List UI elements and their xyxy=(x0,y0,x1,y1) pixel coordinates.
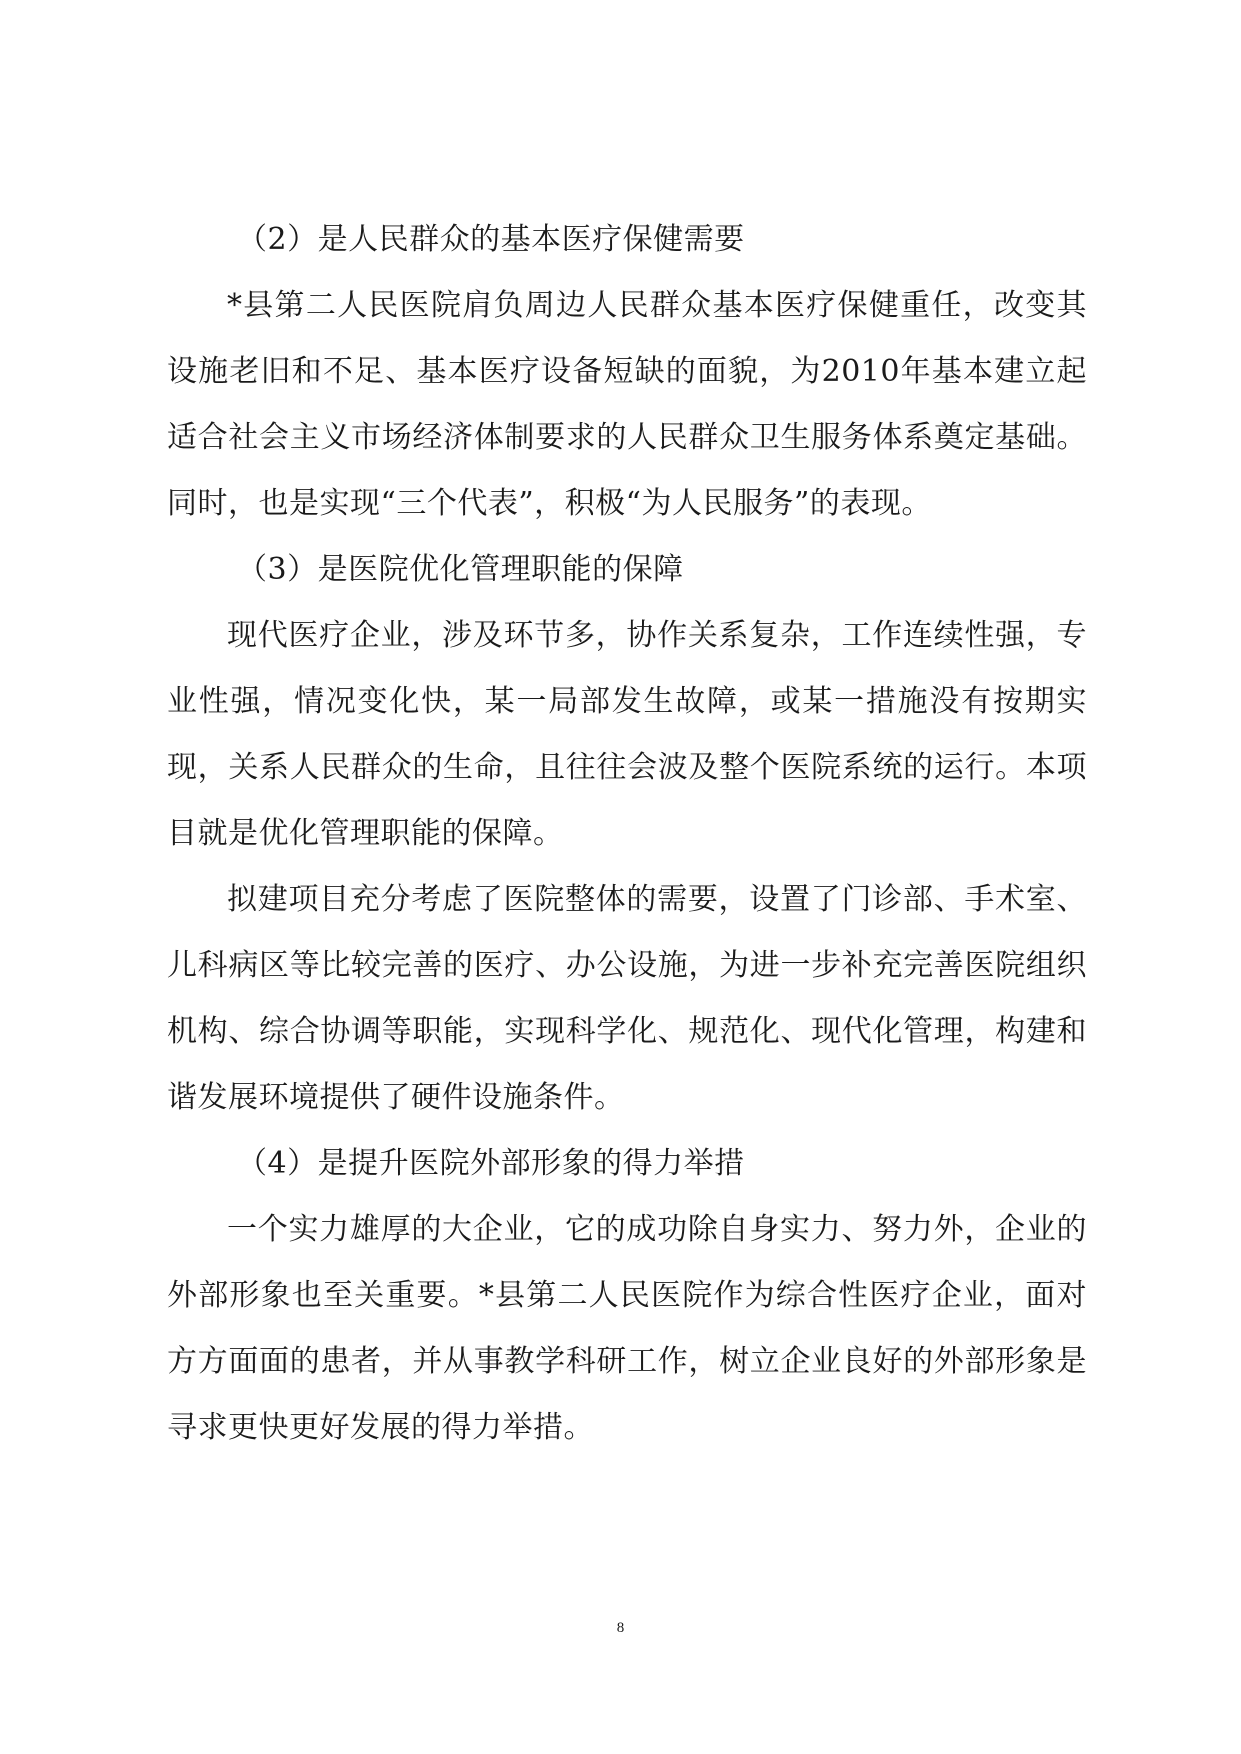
section-heading-2: （2）是人民群众的基本医疗保健需要 xyxy=(237,222,745,257)
paragraph-external-image: 一个实力雄厚的大企业，它的成功除自身实力、努力外，企业的外部形象也至关重要。*县第二人民医院作为综合性医疗企业，面对方方面面的患者，并从事教学科研工作，树立企业良好的外部形象是寻求更快更好发展的得力举措。 xyxy=(167,1212,1087,1445)
paragraph-proposed-project: 拟建项目充分考虑了医院整体的需要，设置了门诊部、手术室、儿科病区等比较完善的医疗、办公设施，为进一步补充完善医院组织机构、综合协调等职能，实现科学化、规范化、现代化管理，构建和谐发展环境提供了硬件设施条件。 xyxy=(167,882,1087,1115)
section-heading-3: （3）是医院优化管理职能的保障 xyxy=(237,552,684,587)
page-number: 8 xyxy=(616,1620,625,1636)
section-heading-4: （4）是提升医院外部形象的得力举措 xyxy=(237,1146,745,1181)
paragraph-basic-healthcare: *县第二人民医院肩负周边人民群众基本医疗保健重任，改变其设施老旧和不足、基本医疗设备短缺的面貌，为2010年基本建立起适合社会主义市场经济体制要求的人民群众卫生服务体系奠定基础。同时，也是实现“三个代表”，积极“为人民服务”的表现。 xyxy=(167,288,1087,521)
document-body xyxy=(167,207,1087,1461)
paragraph-modern-medical-enterprise: 现代医疗企业，涉及环节多，协作关系复杂，工作连续性强，专业性强，情况变化快，某一局部发生故障，或某一措施没有按期实现，关系人民群众的生命，且往往会波及整个医院系统的运行。本项目就是优化管理职能的保障。 xyxy=(167,618,1087,851)
